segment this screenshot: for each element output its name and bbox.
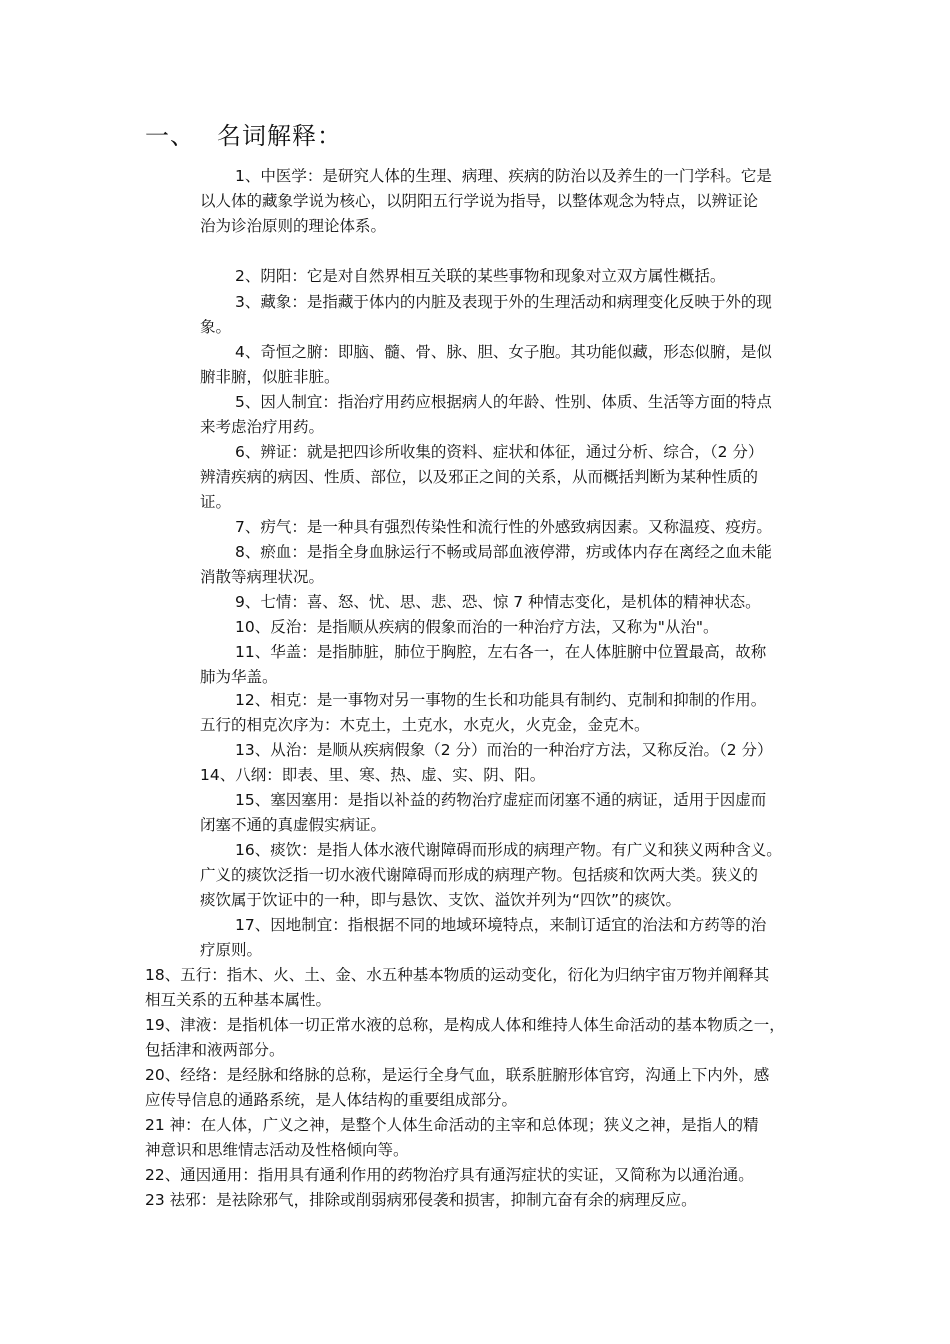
term-entry-line: 23 祛邪：是祛除邪气，排除或削弱病邪侵袭和损害，抑制亢奋有余的病理反应。 — [145, 1191, 697, 1209]
term-entry-continuation: 治为诊治原则的理论体系。 — [200, 217, 387, 235]
term-entry-line: 13、从治：是顺从疾病假象（2 分）而治的一种治疗方法，又称反治。（2 分） — [235, 741, 773, 759]
section-heading — [145, 116, 342, 151]
term-entry-line: 7、疠气：是一种具有强烈传染性和流行性的外感致病因素。又称温疫、疫疠。 — [235, 518, 772, 536]
term-entry-line: 20、经络：是经脉和络脉的总称，是运行全身气血，联系脏腑形体官窍，沟通上下内外，感 — [145, 1066, 770, 1084]
term-entry-continuation: 闭塞不通的真虚假实病证。 — [200, 816, 387, 834]
term-entry-continuation: 象。 — [200, 318, 232, 336]
term-entry-line: 10、反治：是指顺从疾病的假象而治的一种治疗方法，又称为"从治"。 — [235, 618, 719, 636]
term-entry-line: 21 神：在人体，广义之神，是整个人体生命活动的主宰和总体现；狭义之神，是指人的精 — [145, 1116, 759, 1134]
section-title: 名词解释： — [217, 122, 342, 150]
term-entry-line: 18、五行：指木、火、土、金、水五种基本物质的运动变化，衍化为归纳宇宙万物并阐释其 — [145, 966, 770, 984]
term-entry-line: 17、因地制宜：指根据不同的地域环境特点，来制订适宜的治法和方药等的治 — [235, 916, 767, 934]
term-entry-line: 5、因人制宜：指治疗用药应根据病人的年龄、性别、体质、生活等方面的特点 — [235, 393, 772, 411]
term-entry-continuation: 疗原则。 — [200, 941, 263, 959]
term-entry-continuation: 来考虑治疗用药。 — [200, 418, 325, 436]
term-entry-continuation: 以人体的藏象学说为核心，以阴阳五行学说为指导，以整体观念为特点，以辨证论 — [200, 192, 759, 210]
term-entry-continuation: 包括津和液两部分。 — [145, 1041, 285, 1059]
term-entry-line: 6、辨证：就是把四诊所收集的资料、症状和体征，通过分析、综合，（2 分） — [235, 443, 764, 461]
term-entry-line: 19、津液：是指机体一切正常水液的总称，是构成人体和维持人体生命活动的基本物质之一， — [145, 1016, 785, 1034]
term-entry-line: 12、相克：是一事物对另一事物的生长和功能具有制约、克制和抑制的作用。 — [235, 691, 767, 709]
term-entry-continuation: 相互关系的五种基本属性。 — [145, 991, 332, 1009]
term-entry-line: 9、七情：喜、怒、忧、思、悲、恐、惊 7 种情志变化，是机体的精神状态。 — [235, 593, 761, 611]
term-entry-continuation: 肺为华盖。 — [200, 668, 278, 686]
term-entry-line: 8、瘀血：是指全身血脉运行不畅或局部血液停滞，疠或体内存在离经之血未能 — [235, 543, 772, 561]
term-entry-continuation: 神意识和思维情志活动及性格倾向等。 — [145, 1141, 409, 1159]
section-number: 一、 — [145, 122, 195, 150]
term-entry-line: 16、痰饮：是指人体水液代谢障碍而形成的病理产物。有广义和狭义两种含义。 — [235, 841, 782, 859]
term-entry-continuation: 痰饮属于饮证中的一种，即与悬饮、支饮、溢饮并列为“四饮”的痰饮。 — [200, 891, 682, 909]
term-entry-continuation: 应传导信息的通路系统，是人体结构的重要组成部分。 — [145, 1091, 518, 1109]
term-entry-line: 14、八纲：即表、里、寒、热、虚、实、阴、阳。 — [200, 766, 546, 784]
term-entry-line: 3、藏象：是指藏于体内的内脏及表现于外的生理活动和病理变化反映于外的现 — [235, 293, 772, 311]
term-entry-line: 4、奇恒之腑：即脑、髓、骨、脉、胆、女子胞。其功能似藏，形态似腑，是似 — [235, 343, 772, 361]
term-entry-line: 1、中医学：是研究人体的生理、病理、疾病的防治以及养生的一门学科。它是 — [235, 167, 772, 185]
term-entry-continuation: 腑非腑，似脏非脏。 — [200, 368, 340, 386]
term-entry-continuation: 辨清疾病的病因、性质、部位，以及邪正之间的关系，从而概括判断为某种性质的 — [200, 468, 759, 486]
term-entry-continuation: 证。 — [200, 493, 232, 511]
term-entry-continuation: 广义的痰饮泛指一切水液代谢障碍而形成的病理产物。包括痰和饮两大类。狭义的 — [200, 866, 759, 884]
term-entry-line: 11、华盖：是指肺脏，肺位于胸腔，左右各一，在人体脏腑中位置最高，故称 — [235, 643, 767, 661]
term-entry-line: 22、通因通用：指用具有通利作用的药物治疗具有通泻症状的实证，又简称为以通治通。 — [145, 1166, 754, 1184]
term-entry-line: 2、阴阳：它是对自然界相互关联的某些事物和现象对立双方属性概括。 — [235, 267, 726, 285]
term-entry-continuation: 消散等病理状况。 — [200, 568, 325, 586]
term-entry-line: 15、塞因塞用：是指以补益的药物治疗虚症而闭塞不通的病证，适用于因虚而 — [235, 791, 767, 809]
term-entry-continuation: 五行的相克次序为：木克土，土克水，水克火，火克金，金克木。 — [200, 716, 650, 734]
